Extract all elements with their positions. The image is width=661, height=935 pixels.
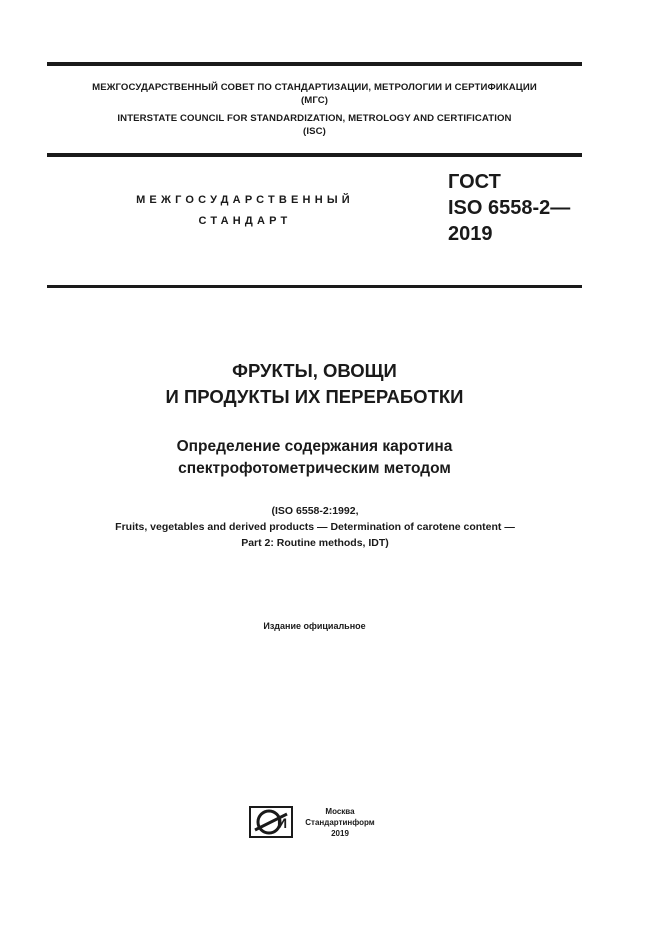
svg-text:И: И	[277, 815, 288, 831]
publisher-year: 2019	[331, 829, 349, 838]
designation-rule	[47, 285, 582, 288]
iso-reference-line2: Fruits, vegetables and derived products — Determination of carotene content —	[115, 521, 515, 533]
title-main-line1: ФРУКТЫ, ОВОЩИ	[232, 360, 397, 381]
council-ru-abbr: (МГС)	[300, 95, 329, 106]
title-sub-line2: спектрофотометрическим методом	[178, 460, 451, 477]
designation-line2: ISO 6558-2—	[448, 197, 571, 219]
designation-line1: ГОСТ	[448, 171, 501, 193]
top-rule	[47, 62, 582, 66]
designation-line3: 2019	[448, 223, 493, 245]
title-sub-line1: Определение содержания каротина	[176, 438, 453, 455]
title-main-line2: И ПРОДУКТЫ ИХ ПЕРЕРАБОТКИ	[165, 386, 464, 407]
iso-reference-line1: (ISO 6558-2:1992,	[271, 505, 359, 517]
council-en-abbr: (ISC)	[303, 126, 326, 137]
iso-reference-line3: Part 2: Routine methods, IDT)	[241, 537, 389, 549]
publisher-city: Москва	[325, 807, 355, 816]
standard-label-line1: МЕЖГОСУДАРСТВЕННЫЙ	[136, 194, 354, 206]
council-rule	[47, 153, 582, 157]
standartinform-logo-icon	[249, 806, 293, 838]
publisher-name: Стандартинформ	[305, 818, 375, 827]
council-ru-name: МЕЖГОСУДАРСТВЕННЫЙ СОВЕТ ПО СТАНДАРТИЗАЦИИ, МЕТРОЛОГИИ И СЕРТИФИКАЦИИ	[92, 82, 537, 93]
edition-label: Издание официальное	[263, 621, 366, 631]
council-en-name: INTERSTATE COUNCIL FOR STANDARDIZATION, METROLOGY AND CERTIFICATION	[117, 113, 512, 124]
standard-label-line2: СТАНДАРТ	[198, 215, 292, 227]
